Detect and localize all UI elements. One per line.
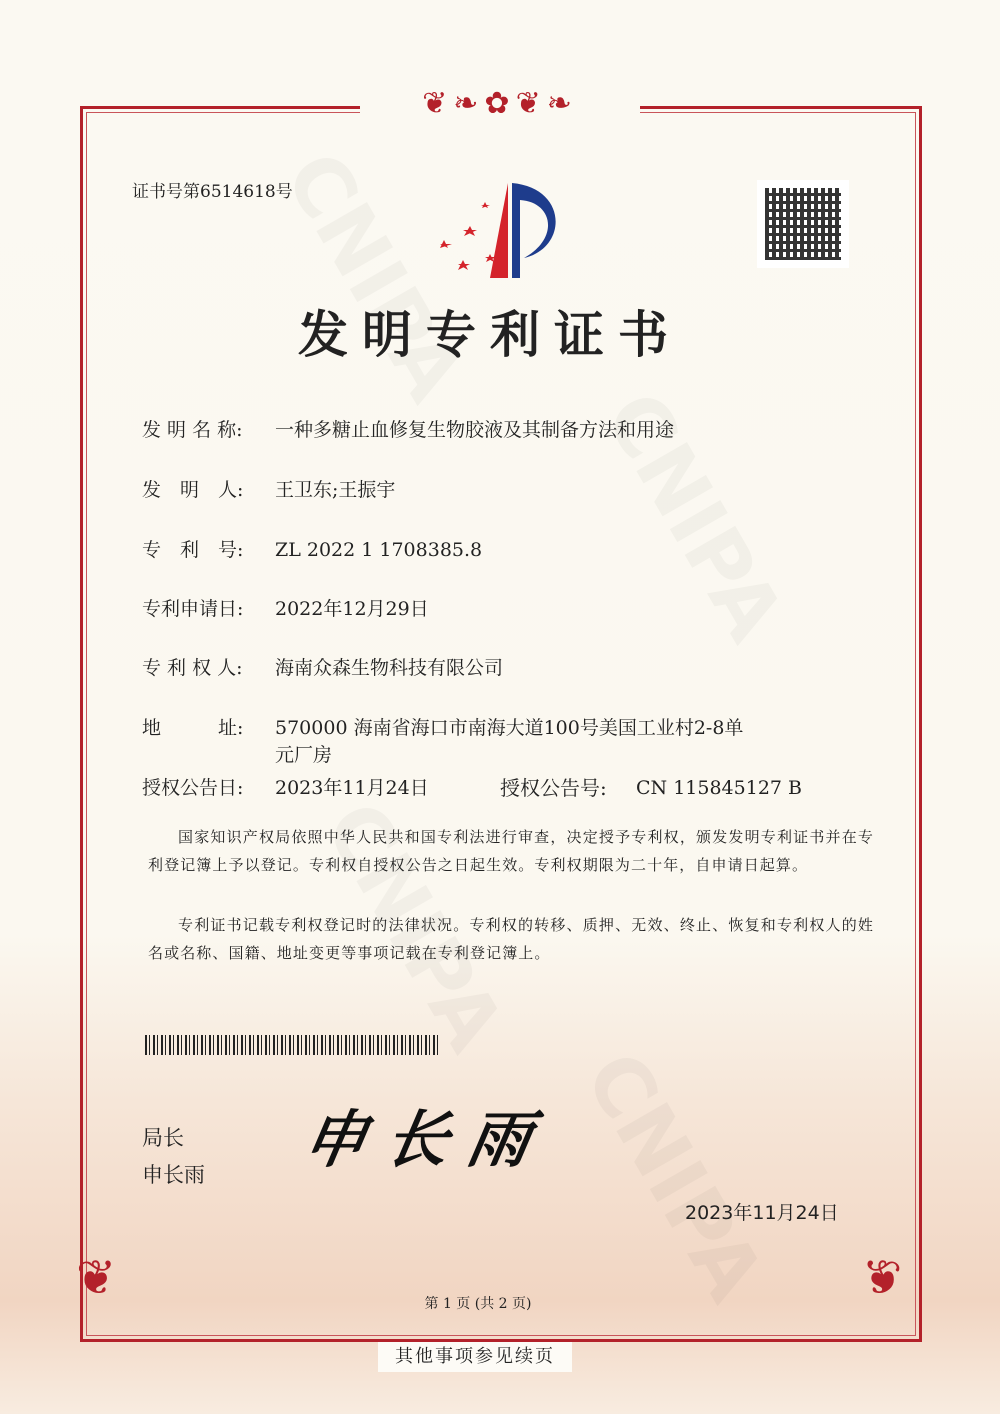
top-ornament-icon: ❦❧✿❦❧ (360, 86, 640, 130)
address-line-2: 元厂房 (275, 744, 333, 766)
qr-code[interactable] (757, 180, 849, 268)
grant-date: 2023年11月24日 (275, 777, 429, 799)
field-label: 发 明 人: (142, 479, 244, 501)
signer-name: 申长雨 (142, 1163, 205, 1187)
signer-title: 局长 (142, 1126, 184, 1150)
continuation-note: 其他事项参见续页 (378, 1342, 572, 1372)
patentee: 海南众森生物科技有限公司 (275, 657, 504, 679)
field-label: 专利申请日: (142, 598, 244, 620)
certificate-number: 证书号第6514618号 (132, 182, 293, 202)
field-label: 专 利 权 人: (142, 657, 243, 679)
corner-ornament-icon: ❦ (76, 1250, 117, 1306)
signature: 申长雨 (297, 1103, 557, 1176)
inventors: 王卫东;王振宇 (275, 479, 396, 501)
field-label: 发 明 名 称: (142, 419, 243, 441)
application-date: 2022年12月29日 (275, 598, 429, 620)
statement-paragraph: 专利证书记载专利权登记时的法律状况。专利权的转移、质押、无效、终止、恢复和专利权人的姓名或名称、国籍、地址变更等事项记载在专利登记簿上。 (148, 916, 874, 962)
barcode (145, 1035, 440, 1055)
address-line-1: 570000 海南省海口市南海大道100号美国工业村2-8单 (275, 717, 744, 739)
patent-number: ZL 2022 1 1708385.8 (275, 539, 483, 561)
announcement-number: CN 115845127 B (636, 777, 802, 799)
corner-ornament-icon: ❦ (862, 1250, 903, 1306)
page-title: 发明专利证书 (298, 306, 682, 364)
issue-date: 2023年11月24日 (685, 1202, 839, 1224)
cnipa-logo-icon (428, 178, 578, 288)
field-label: 授权公告号: (500, 776, 607, 800)
page-number: 第 1 页 (共 2 页) (424, 1296, 532, 1312)
invention-title: 一种多糖止血修复生物胶液及其制备方法和用途 (275, 419, 675, 441)
field-label: 专 利 号: (142, 539, 244, 561)
field-label: 授权公告日: (142, 777, 244, 799)
statement-paragraph: 国家知识产权局依照中华人民共和国专利法进行审查，决定授予专利权，颁发发明专利证书并在专利登记簿上予以登记。专利权自授权公告之日起生效。专利权期限为二十年，自申请日起算。 (148, 828, 874, 874)
field-label: 地 址: (142, 717, 244, 739)
